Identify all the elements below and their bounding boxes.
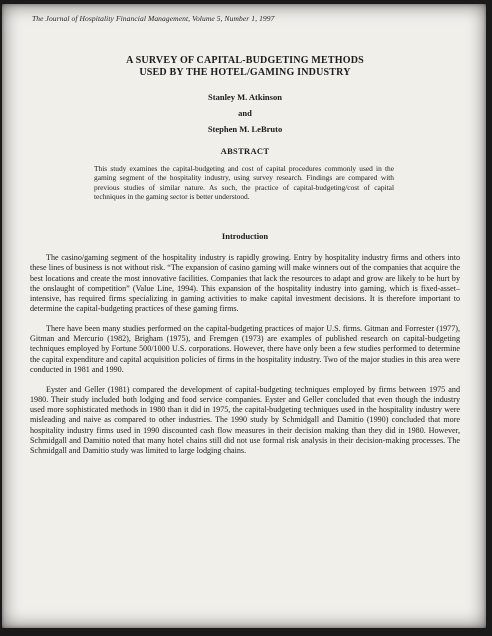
body-paragraph-2: There have been many studies performed on the capital-budgeting practices of major U.S. firms. Gitman and Forrester (1977), Gitman and Mercurio (1982), Brigham (1975), and Fremgen (1973) are examples of published research on capital-budgeting techniques employed by Fortune 500/1000 U.S. corporations. However, there have only been a few studies performed to determine the capital expenditure and capital acquisition policies of firms in the hospitality industry. Two of the major studies in this area were conducted in 1981 and 1990. xyxy=(30,324,460,374)
body-paragraph-3: Eyster and Geller (1981) compared the development of capital-budgeting techniques employed by firms between 1975 and 1980. Their study included both lodging and food service companies. Eyster and Geller concluded that even though the industry used more sophisticated methods in 1980 than it did in 1975, the capital-budgeting techniques used in the hospitality industry were misleading and naive as compared to other industries. The 1990 study by Schmidgall and Damitio (1990) concluded that more hospitality industry firms used in 1990 discounted cash flow measures in their decision making than they did in 1980. However, Schmidgall and Damitio noted that many hotel chains still did not use formal risk analysis in their decision-making processes. The Schmidgall and Damitio study was limited to large lodging chains. xyxy=(30,384,460,455)
introduction-heading: Introduction xyxy=(221,231,269,242)
journal-header: The Journal of Hospitality Financial Management, Volume 5, Number 1, 1997 xyxy=(32,14,275,23)
author-2: Stephen M. LeBruto xyxy=(207,124,283,134)
author-1: Stanley M. Atkinson xyxy=(208,92,282,102)
author-conjunction: and xyxy=(238,108,252,118)
title-line-2: USED BY THE HOTEL/GAMING INDUSTRY xyxy=(139,67,351,78)
abstract-heading: ABSTRACT xyxy=(220,146,270,156)
article-title xyxy=(30,55,460,79)
body-paragraph-1: The casino/gaming segment of the hospitality industry is rapidly growing. Entry by hospitality industry firms and others into these lines of business is not without risk. “The expansion of casino gaming will make winners out of the companies that acquire the best locations and create the most innovative facilities. Companies that lack the resources to adapt and grow are likely to be hurt by the onslaught of competition” (Value Line, 1994). This expansion of the hospitality industry into gaming, which is fixed-asset–intensive, has required firms specializing in gaming activities to make capital investment decisions. It is therefore important to determine the capital-budgeting practices of these gaming firms. xyxy=(30,253,460,313)
title-line-1: A SURVEY OF CAPITAL-BUDGETING METHODS xyxy=(126,55,364,66)
article-page xyxy=(30,14,460,456)
scanned-page xyxy=(2,4,486,628)
abstract-text: This study examines the capital-budgeting and cost of capital procedures commonly used in the gaming segment of the hospitality industry, using survey research. Findings are compared with previous studies of similar nature. As such, the practice of capital-budgeting/cost of capital techniques in the gaming sector is better understood. xyxy=(94,164,394,201)
